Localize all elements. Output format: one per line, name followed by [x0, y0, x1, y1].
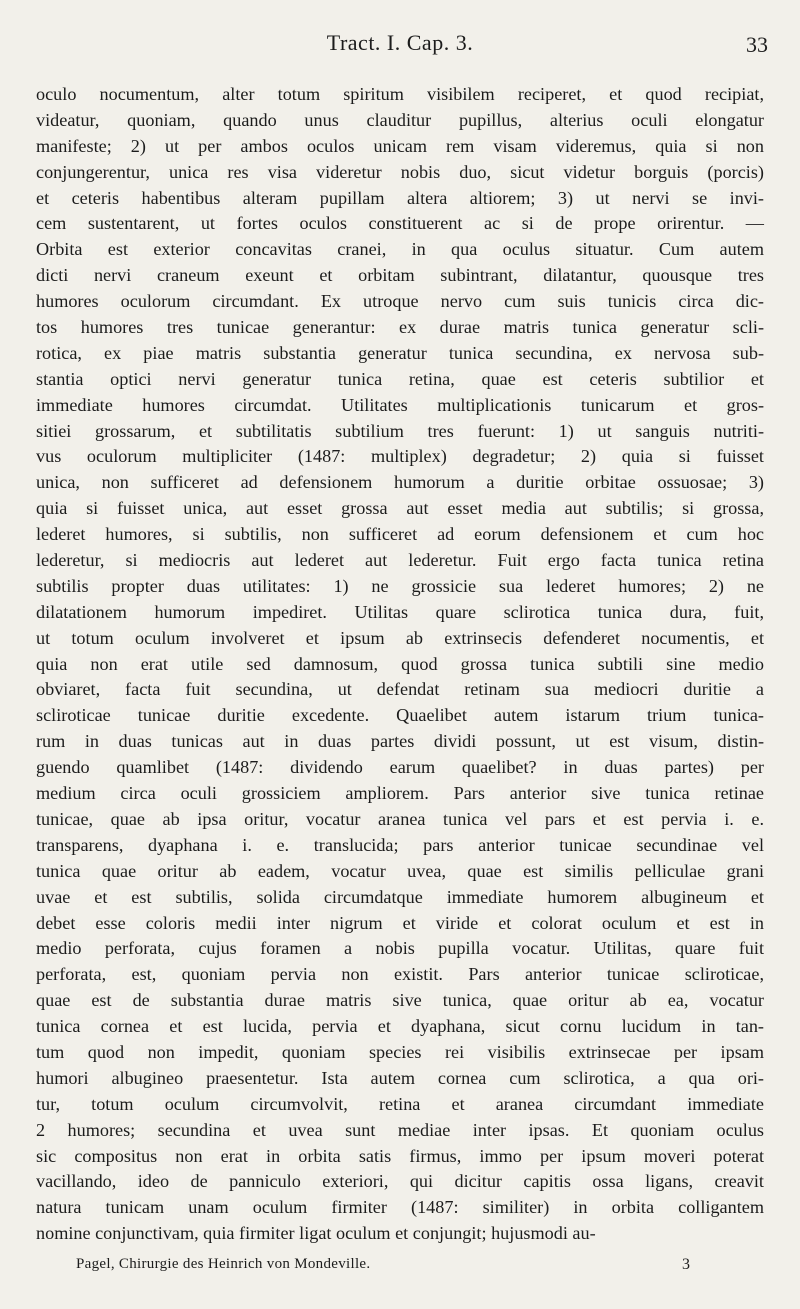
text-line: transparens, dyaphana i. e. translucida; pars anterior tunicae secundinae vel [36, 834, 764, 855]
text-line: tunica quae oritur ab eadem, vocatur uvea, quae est similis pelliculae grani [36, 860, 764, 881]
text-line: oculo nocumentum, alter totum spiritum visibilem reciperet, et quod recipiat, [36, 84, 764, 104]
text-line: lederet humores, si subtilis, non sufficeret ad eorum defensionem et cum hoc [36, 524, 764, 545]
text-line: medium circa oculi grossiciem ampliorem. Pars anterior sive tunica retinae [36, 783, 764, 804]
text-line: obviaret, facta fuit secundina, ut defendat retinam sua mediocri duritie a [36, 679, 764, 700]
text-line: quia non erat utile sed damnosum, quod grossa tunica subtili sine medio [36, 653, 764, 674]
text-line: tum quod non impedit, quoniam species rei visibilis extrinsecae per ipsam [36, 1041, 764, 1062]
page-number: 33 [746, 32, 768, 57]
text-line: rum in duas tunicas aut in duas partes dividi possunt, ut est visum, distin- [36, 731, 764, 752]
running-title: Tract. I. Cap. 3. [326, 30, 474, 55]
text-line: humores oculorum circumdant. Ex utroque nervo cum suis tunicis circa dic- [36, 291, 764, 312]
text-line: sitiei grossarum, et subtilitatis subtilium tres fuerunt: 1) ut sanguis nutriti- [36, 420, 764, 441]
text-line: perforata, est, quoniam pervia non existit. Pars anterior tunicae scliroticae, [36, 964, 764, 985]
text-line: 2 humores; secundina et uvea sunt mediae inter ipsas. Et quoniam oculus [36, 1119, 764, 1140]
text-line: scliroticae tunicae duritie excedente. Quaelibet autem istarum trium tunica- [36, 705, 764, 726]
text-line: stantia optici nervi generatur tunica retina, quae est ceteris subtilior et [36, 368, 764, 389]
text-line: debet esse coloris medii inter nigrum et viride et colorat oculum et est in [36, 912, 764, 933]
running-head [0, 30, 800, 60]
text-line: cem sustentarent, ut fortes oculos constituerent ac si de prope orirentur. — [36, 213, 764, 234]
text-line: lederetur, si mediocris aut lederet aut lederetur. Fuit ergo facta tunica retina [36, 550, 764, 571]
text-line: dilatationem humorum impediret. Utilitas quare sclirotica tunica dura, fuit, [36, 601, 764, 622]
text-line: quia si fuisset unica, aut esset grossa aut esset media aut subtilis; si grossa, [36, 498, 764, 519]
text-line: guendo quamlibet (1487: dividendo earum quaelibet? in duas partes) per [36, 757, 764, 778]
text-line: tur, totum oculum circumvolvit, retina et aranea circumdant immediate [36, 1093, 764, 1114]
text-line: quae est de substantia durae matris sive tunica, quae oritur ab ea, vocatur [36, 990, 764, 1011]
text-line: sic compositus non erat in orbita satis firmus, immo per ipsum moveri poterat [36, 1145, 764, 1166]
text-line: natura tunicam unam oculum firmiter (1487: similiter) in orbita colligantem [36, 1197, 764, 1218]
text-line: vus oculorum multipliciter (1487: multiplex) degradetur; 2) quia si fuisset [36, 446, 764, 467]
text-line: unica, non sufficeret ad defensionem humorum a duritie orbitae ossuosae; 3) [36, 472, 764, 493]
signature-mark: 3 [682, 1256, 690, 1273]
text-line: dicti nervi craneum exeunt et orbitam subintrant, dilatantur, quousque tres [36, 265, 764, 286]
body-text [36, 82, 764, 1247]
text-line: ut totum oculum involveret et ipsum ab extrinsecis defenderet nocumentis, et [36, 627, 764, 648]
text-line: tunica cornea et est lucida, pervia et dyaphana, sicut cornu lucidum in tan- [36, 1016, 764, 1037]
page-footer [76, 1256, 690, 1280]
text-line: videatur, quoniam, quando unus clauditur pupillus, alterius oculi elongatur [36, 109, 764, 130]
text-line: manifeste; 2) ut per ambos oculos unicam rem visam videremus, quia si non [36, 135, 764, 156]
text-line: subtilis propter duas utilitates: 1) ne grossicie sua lederet humores; 2) ne [36, 575, 764, 596]
text-line: tos humores tres tunicae generantur: ex durae matris tunica generatur scli- [36, 317, 764, 338]
footer-citation: Pagel, Chirurgie des Heinrich von Mondeville. [76, 1256, 371, 1272]
text-line: conjungerentur, unica res visa videretur nobis duo, sicut videtur borguis (porcis) [36, 161, 764, 182]
text-line: nomine conjunctivam, quia firmiter ligat oculum et conjungit; hujusmodi au- [36, 1223, 596, 1244]
text-line: medio perforata, cujus foramen a nobis pupilla vocatur. Utilitas, quare fuit [36, 938, 764, 959]
text-line: Orbita est exterior concavitas cranei, in qua oculus situatur. Cum autem [36, 239, 764, 260]
text-line: humori albugineo praesentetur. Ista autem cornea cum sclirotica, a qua ori- [36, 1067, 764, 1088]
text-line: tunicae, quae ab ipsa oritur, vocatur aranea tunica vel pars et est pervia i. e. [36, 808, 764, 829]
text-line: uvae et est subtilis, solida circumdatque immediate humorem albugineum et [36, 886, 764, 907]
text-line: vacillando, ideo de panniculo exteriori, qui dicitur capitis ossa ligans, creavit [36, 1171, 764, 1192]
text-line: et ceteris habentibus alteram pupillam altera altiorem; 3) ut nervi se invi- [36, 187, 764, 208]
text-line: rotica, ex piae matris substantia generatur tunica secundina, ex nervosa sub- [36, 342, 764, 363]
text-line: immediate humores circumdat. Utilitates multiplicationis tunicarum et gros- [36, 394, 764, 415]
